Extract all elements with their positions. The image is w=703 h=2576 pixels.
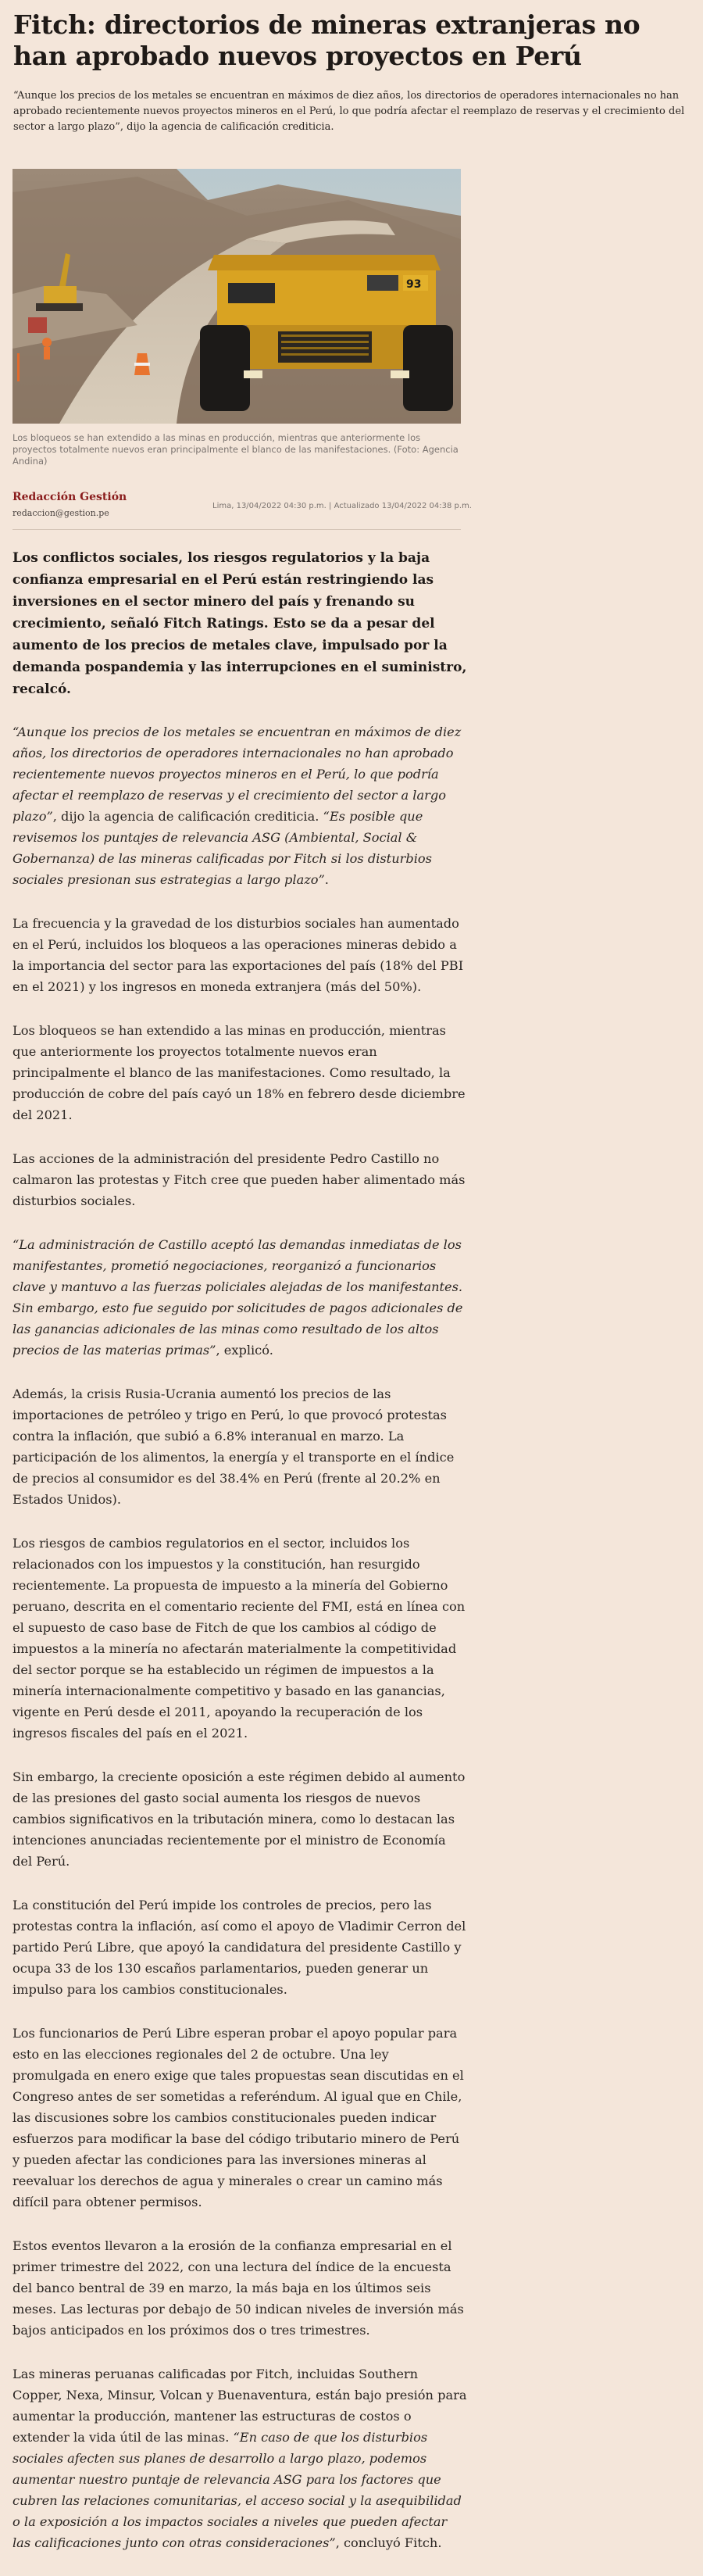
divider — [12, 529, 461, 530]
quote-attribution: , concluyó Fitch. — [335, 2535, 442, 2550]
quote: “Aunque los precios de los metales se encuentran en máximos de diez años, los directorios de operadores internacionales no han aprobado recientemente nuevos proyectos mineros en el Perú, lo que podría afectar el reemplazo de reservas y el crecimiento del sector a largo plazo” — [12, 724, 462, 824]
quote: “En caso de que los disturbios sociales afecten sus planes de desarrollo a largo plazo, podemos aumentar nuestro puntaje de relevancia ASG para los factores que cubren las relaciones comunitarias, el acceso social y la asequibilidad o la exposición a los impactos sociales a niveles que pueden afectar las calificaciones junto con otras consideraciones” — [12, 2430, 462, 2550]
date-separator: | — [329, 502, 334, 510]
published-date: Lima, 13/04/2022 04:30 p.m. — [212, 502, 327, 510]
paragraph-10: La constitución del Perú impide los controles de precios, pero las protestas contra la inflación, así como el apoyo de Vladimir Cerron del partido Perú Libre, que apoyó la candidatura del presidente Castillo y ocupa 33 de los 130 escaños parlamentarios, pueden generar un impulso para los cambios constitucionales. — [12, 1898, 466, 1997]
paragraph-13 — [12, 2363, 467, 2553]
article-title: Fitch: directorios de mineras extranjeras no han aprobado nuevos proyectos en Perú — [13, 9, 641, 71]
paragraph-2 — [12, 721, 467, 890]
paragraph-intro: Los conflictos sociales, los riesgos regulatorios y la baja confianza empresarial en el Perú están restringiendo las inversiones en el sector minero del país y frenando su crecimiento, señaló Fitch Ratings. Esto se da a pesar del aumento de los precios de metales clave, impulsado por la demanda pospandemia y las interrupciones en el suministro, recalcó. — [12, 550, 467, 697]
mining-truck-image — [12, 169, 461, 424]
article-dates — [212, 502, 472, 510]
quote-attribution: , explicó. — [216, 1343, 273, 1358]
paragraph-end: . — [324, 872, 329, 887]
svg-text:93: 93 — [406, 278, 422, 291]
article-body — [12, 547, 467, 2576]
author-email[interactable]: redaccion@gestion.pe — [12, 508, 109, 518]
paragraph-11: Los funcionarios de Perú Libre esperan probar el apoyo popular para esto en las elecciones regionales del 2 de octubre. Una ley promulgada en enero exige que tales propuestas sean discutidas en el Congreso antes de ser sometidas a referéndum. Al igual que en Chile, las discusiones sobre los cambios constitucionales pueden indicar esfuerzos para modificar la base del código tributario minero de Perú y pueden afectar las condiciones para las inversiones mineras al reevaluar los derechos de agua y minerales o crear un camino más difícil para obtener permisos. — [12, 2026, 464, 2209]
paragraph-text: Las mineras peruanas calificadas por Fitch, incluidas Southern Copper, Nexa, Minsur, Volcan y Buenaventura, están bajo presión para aumentar la producción, mantener las estructuras de costos o extender la vida útil de las minas. — [12, 2367, 467, 2445]
paragraph-5: Las acciones de la administración del presidente Pedro Castillo no calmaron las protestas y Fitch cree que pueden haber alimentado más disturbios sociales. — [12, 1151, 466, 1208]
paragraph-12: Estos eventos llevaron a la erosión de la confianza empresarial en el primer trimestre del 2022, con una lectura del índice de la encuesta del banco bentral de 39 en marzo, la más baja en los últimos seis meses. Las lecturas por debajo de 50 indican niveles de inversión más bajos anticipados en los próximos dos o tres trimestres. — [12, 2238, 464, 2338]
paragraph-9: Sin embargo, la creciente oposición a este régimen debido al aumento de las presiones del gasto social aumenta los riesgos de nuevos cambios significativos en la tributación minera, como lo destacan las intenciones anunciadas recientemente por el ministro de Economía del Perú. — [12, 1769, 466, 1869]
author-name[interactable]: Redacción Gestión — [12, 491, 127, 503]
quote: “Es posible que revisemos los puntajes de relevancia ASG (Ambiental, Social & Gobernanza) de las mineras calificadas por Fitch si los disturbios sociales presionan sus estrategias a largo plazo” — [12, 809, 432, 887]
quote: “La administración de Castillo aceptó las demandas inmediatas de los manifestantes, prometió negociaciones, reorganizó a funcionarios clave y mantuvo a las fuerzas policiales alejadas de los manifestantes. Sin embargo, esto fue seguido por solicitudes de pagos adicionales de las ganancias adicionales de las minas como resultado de los altos precios de las materias primas” — [12, 1237, 463, 1358]
article-lede: “Aunque los precios de los metales se encuentran en máximos de diez años, los directorios de operadores internacionales no han aprobado recientemente nuevos proyectos mineros en el Perú, lo que podría afectar el reemplazo de reservas y el crecimiento del sector a largo plazo”, dijo la agencia de calificación crediticia. — [13, 90, 685, 133]
paragraph-6 — [12, 1234, 467, 1361]
paragraph-3: La frecuencia y la gravedad de los disturbios sociales han aumentado en el Perú, incluidos los bloqueos a las operaciones mineras debido a la importancia del sector para las exportaciones del país (18% del PBI en el 2021) y los ingresos en moneda extranjera (más del 50%). — [12, 916, 464, 994]
updated-date: Actualizado 13/04/2022 04:38 p.m. — [334, 502, 472, 510]
paragraph-8: Los riesgos de cambios regulatorios en el sector, incluidos los relacionados con los impuestos y la constitución, han resurgido recientemente. La propuesta de impuesto a la minería del Gobierno peruano, descrita en el comentario reciente del FMI, está en línea con el supuesto de caso base de Fitch de que los cambios al código de impuestos a la minería no afectarán materialmente la competitividad del sector porque se ha establecido un régimen de impuestos a la minería internacionalmente competitivo y basado en las ganancias, vigente en Perú desde el 2011, apoyando la recuperación de los ingresos fiscales del país en el 2021. — [12, 1536, 466, 1741]
quote-attribution: , dijo la agencia de calificación crediticia. — [52, 809, 323, 824]
paragraph-7: Además, la crisis Rusia-Ucrania aumentó los precios de las importaciones de petróleo y trigo en Perú, lo que provocó protestas contra la inflación, que subió a 6.8% interanual en marzo. La participación de los alimentos, la energía y el transporte en el índice de precios al consumidor es del 38.4% en Perú (frente al 20.2% en Estados Unidos). — [12, 1386, 455, 1507]
photo-caption: Los bloqueos se han extendido a las minas en producción, mientras que anteriormente los proyectos totalmente nuevos eran principalmente el blanco de las manifestaciones. (Foto: Agencia Andina) — [12, 432, 459, 467]
article-photo — [12, 169, 461, 424]
paragraph-4: Los bloqueos se han extendido a las minas en producción, mientras que anteriormente los proyectos totalmente nuevos eran principalmente el blanco de las manifestaciones. Como resultado, la producción de cobre del país cayó un 18% en febrero desde diciembre del 2021. — [12, 1023, 466, 1122]
